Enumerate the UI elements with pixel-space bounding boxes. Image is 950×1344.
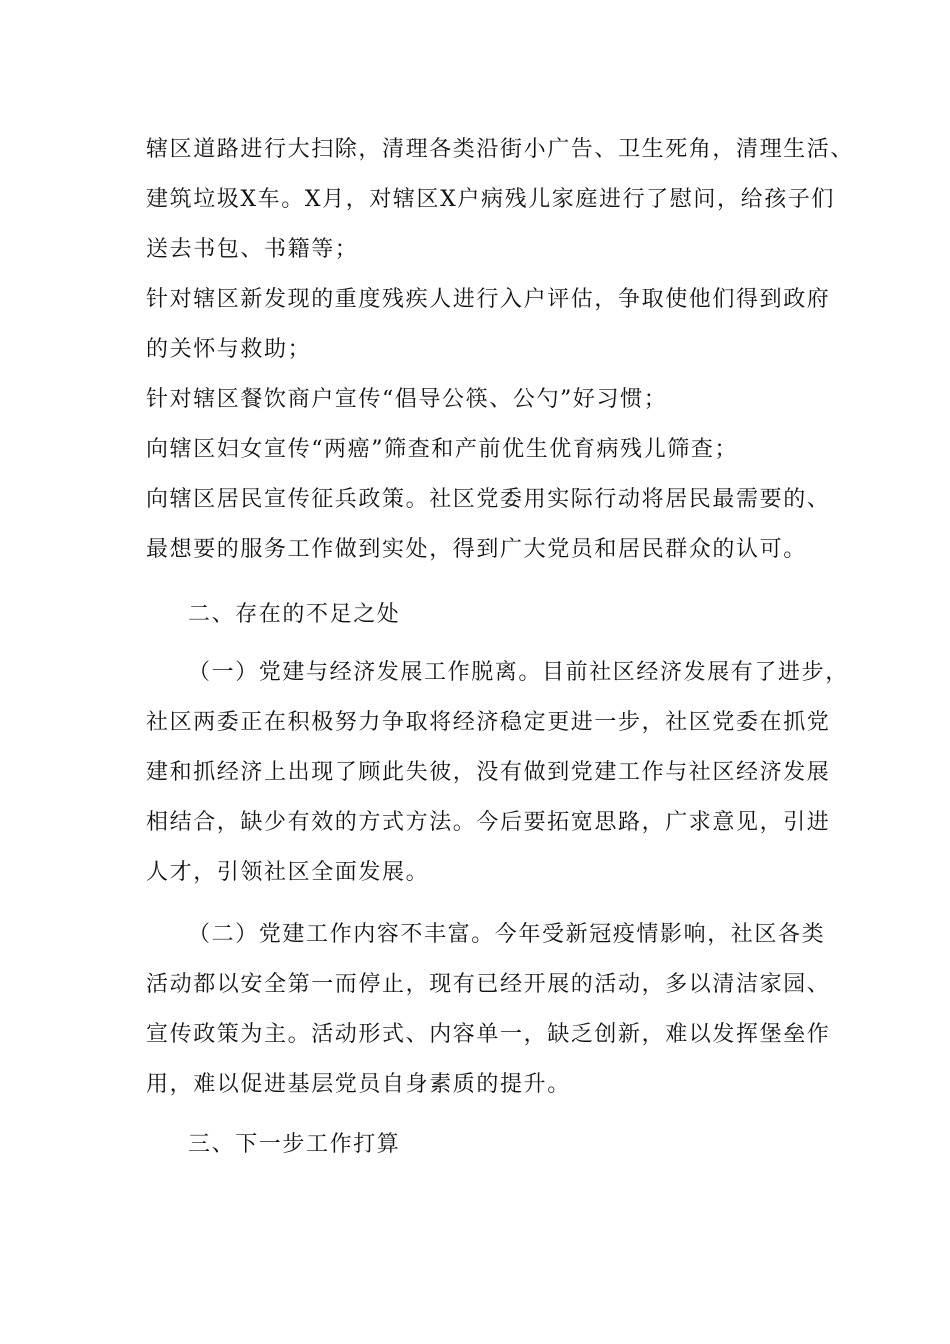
subsection-2-line-3: 宣传政策为主。活动形式、内容单一，缺乏创新，难以发挥堡垒作 [146, 1022, 831, 1047]
subsection-2-line-1: （二）党建工作内容不丰富。今年受新冠疫情影响，社区各类 [188, 922, 826, 947]
subsection-2-line-2: 活动都以安全第一而停止，现有已经开展的活动，多以清洁家园、 [146, 972, 831, 997]
subsection-1-line-3: 建和抓经济上出现了顾此失彼，没有做到党建工作与社区经济发展 [146, 760, 831, 785]
body-line-8: 向辖区居民宣传征兵政策。社区党委用实际行动将居民最需要的、 [146, 487, 831, 512]
subsection-1-line-4: 相结合，缺少有效的方式方法。今后要拓宽思路，广求意见，引进 [146, 810, 831, 835]
section-heading-2: 二、存在的不足之处 [188, 602, 401, 627]
body-line-4: 针对辖区新发现的重度残疾人进行入户评估，争取使他们得到政府 [146, 287, 831, 312]
body-line-1: 辖区道路进行大扫除，清理各类沿街小广告、卫生死角，清理生活、 [146, 137, 855, 162]
body-line-9: 最想要的服务工作做到实处，得到广大党员和居民群众的认可。 [146, 537, 807, 562]
body-line-7: 向辖区妇女宣传“两癌”筛查和产前优生优育病残儿筛查； [146, 437, 739, 462]
body-line-5: 的关怀与救助； [146, 337, 312, 362]
subsection-1-line-5: 人才，引领社区全面发展。 [146, 860, 430, 885]
body-line-3: 送去书包、书籍等； [146, 237, 359, 262]
subsection-1-line-2: 社区两委正在积极努力争取将经济稳定更进一步，社区党委在抓党 [146, 710, 831, 735]
subsection-1-line-1: （一）党建与经济发展工作脱离。目前社区经济发展有了进步， [188, 660, 849, 685]
subsection-2-line-4: 用，难以促进基层党员自身素质的提升。 [146, 1072, 571, 1097]
section-heading-3: 三、下一步工作打算 [188, 1132, 401, 1157]
body-line-2: 建筑垃圾X车。X月，对辖区X户病残儿家庭进行了慰问，给孩子们 [146, 187, 835, 212]
body-line-6: 针对辖区餐饮商户宣传“倡导公筷、公勺”好习惯； [146, 387, 668, 412]
